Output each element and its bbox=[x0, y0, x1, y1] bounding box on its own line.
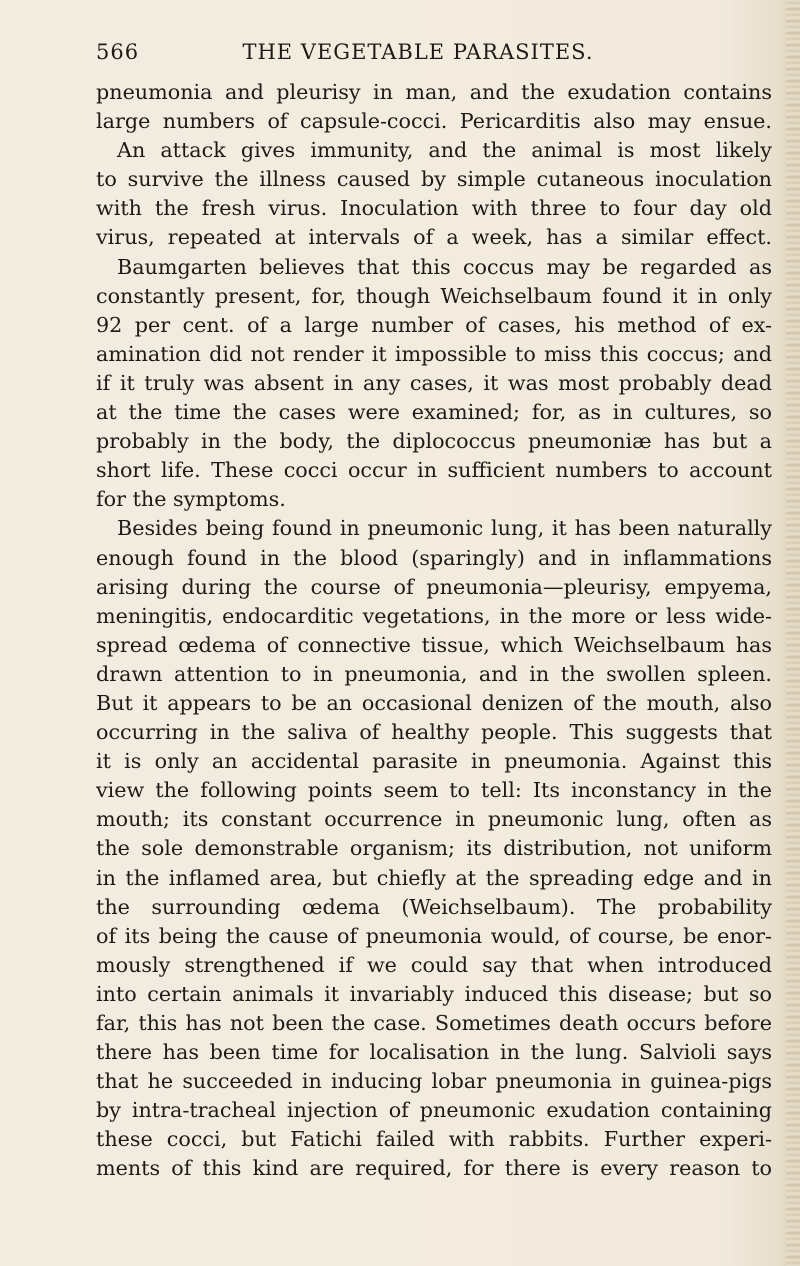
text-line: with the fresh virus. Inoculation with three to four day old bbox=[96, 196, 772, 221]
text-line: arising during the course of pneumonia—pleurisy, empyema, bbox=[96, 574, 772, 599]
body-text bbox=[96, 78, 772, 1184]
text-line: pneumonia and pleurisy in man, and the exudation contains bbox=[96, 80, 772, 104]
text-line: meningitis, endocarditic vegetations, in the more or less wide- bbox=[96, 603, 772, 628]
page-header bbox=[96, 40, 740, 68]
text-line: to survive the illness caused by simple cutaneous inoculation bbox=[96, 167, 772, 192]
text-line: short life. These cocci occur in sufficient numbers to account bbox=[96, 458, 772, 483]
text-line: But it appears to be an occasional denizen of the mouth, also bbox=[96, 690, 772, 715]
text-line: drawn attention to in pneumonia, and in the swollen spleen. bbox=[96, 661, 772, 686]
text-line: Baumgarten believes that this coccus may be regarded as bbox=[117, 254, 772, 279]
page-number: 566 bbox=[96, 40, 140, 64]
text-line: it is only an accidental parasite in pneumonia. Against this bbox=[96, 749, 772, 774]
text-line: constantly present, for, though Weichselbaum found it in only bbox=[96, 283, 772, 308]
running-title: THE VEGETABLE PARASITES. bbox=[242, 40, 594, 64]
text-line: view the following points seem to tell: Its inconstancy in the bbox=[96, 778, 772, 803]
text-line: into certain animals it invariably induced this disease; but so bbox=[96, 981, 772, 1006]
text-line: large numbers of capsule-cocci. Pericarditis also may ensue. bbox=[96, 109, 772, 134]
text-line: mously strengthened if we could say that when introduced bbox=[96, 952, 772, 977]
text-line: at the time the cases were examined; for, as in cultures, so bbox=[96, 400, 772, 425]
text-line: 92 per cent. of a large number of cases, his method of ex- bbox=[96, 312, 772, 337]
text-line: Besides being found in pneumonic lung, it has been naturally bbox=[117, 516, 772, 541]
text-line: An attack gives immunity, and the animal is most likely bbox=[117, 138, 772, 163]
text-line: occurring in the saliva of healthy people. This suggests that bbox=[96, 720, 772, 745]
text-line: amination did not render it impossible to miss this coccus; and bbox=[96, 341, 772, 366]
text-line: these cocci, but Fatichi failed with rabbits. Further experi- bbox=[96, 1127, 772, 1152]
text-line: probably in the body, the diplococcus pneumoniæ has but a bbox=[96, 429, 772, 454]
page-edge bbox=[786, 0, 800, 1266]
text-line: enough found in the blood (sparingly) and in inflammations bbox=[96, 545, 772, 570]
text-line: by intra-tracheal injection of pneumonic exudation containing bbox=[96, 1098, 772, 1123]
text-line: the surrounding œdema (Weichselbaum). The probability bbox=[96, 894, 772, 919]
text-line: for the symptoms. bbox=[96, 487, 286, 512]
text-line: that he succeeded in inducing lobar pneumonia in guinea-pigs bbox=[96, 1069, 772, 1094]
text-line: if it truly was absent in any cases, it was most probably dead bbox=[96, 370, 772, 395]
text-line: there has been time for localisation in the lung. Salvioli says bbox=[96, 1040, 772, 1065]
text-line: ments of this kind are required, for there is every reason to bbox=[96, 1156, 772, 1181]
text-line: far, this has not been the case. Sometimes death occurs before bbox=[96, 1011, 772, 1035]
text-line: in the inflamed area, but chiefly at the spreading edge and in bbox=[96, 865, 772, 890]
text-line: virus, repeated at intervals of a week, has a similar effect. bbox=[96, 225, 772, 250]
text-line: the sole demonstrable organism; its distribution, not uniform bbox=[96, 836, 772, 861]
text-line: of its being the cause of pneumonia would, of course, be enor- bbox=[96, 923, 772, 948]
text-line: mouth; its constant occurrence in pneumonic lung, often as bbox=[96, 807, 772, 832]
text-line: spread œdema of connective tissue, which Weichselbaum has bbox=[96, 632, 772, 657]
